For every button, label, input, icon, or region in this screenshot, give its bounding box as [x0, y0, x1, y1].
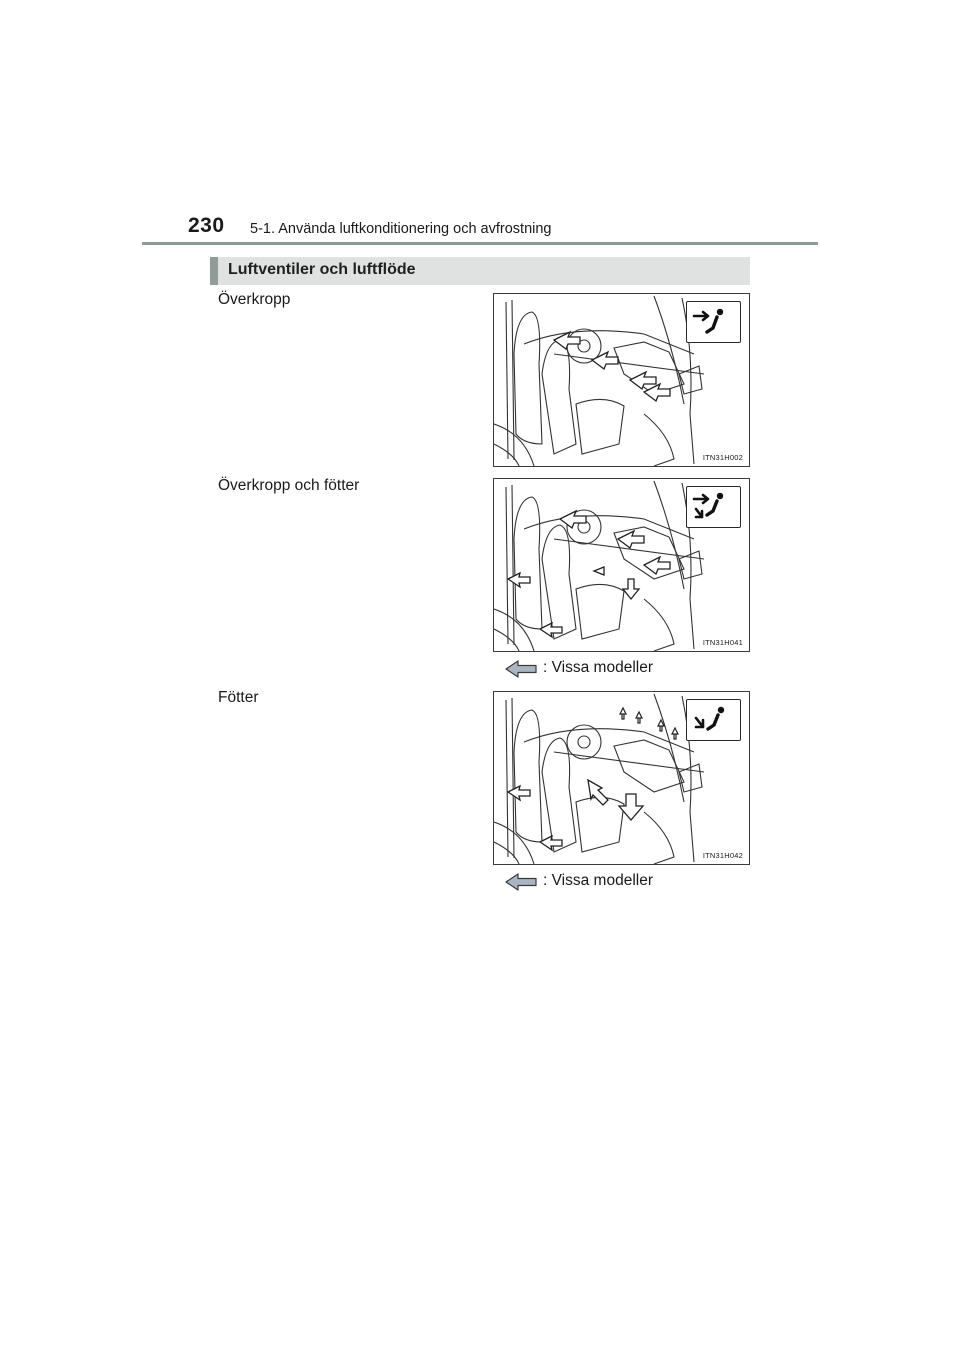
figure-upper-body-and-feet [493, 478, 750, 652]
figure-code: ITN31H042 [702, 851, 743, 860]
item-label-upper-body-and-feet: Överkropp och fötter [218, 477, 360, 494]
item-label-feet: Fötter [218, 689, 259, 706]
chapter-title: 5-1. Använda luftkonditionering och avfrostning [250, 221, 552, 237]
figure-code: ITN31H041 [702, 638, 743, 647]
upper-body-and-feet-airflow-icon [686, 486, 741, 528]
figure-code: ITN31H002 [702, 453, 743, 462]
item-label-upper-body: Överkropp [218, 291, 291, 308]
feet-airflow-icon [686, 699, 741, 741]
header-rule [142, 242, 818, 245]
upper-body-airflow-icon [686, 301, 741, 343]
legend-arrow-icon [505, 660, 537, 678]
figure-upper-body [493, 293, 750, 467]
legend-text: : Vissa modeller [543, 659, 653, 676]
legend-arrow-icon [505, 873, 537, 891]
legend-text: : Vissa modeller [543, 872, 653, 889]
page-number: 230 [188, 214, 225, 237]
section-heading [210, 257, 750, 285]
figure-feet [493, 691, 750, 865]
section-heading-text: Luftventiler och luftflöde [228, 261, 416, 278]
